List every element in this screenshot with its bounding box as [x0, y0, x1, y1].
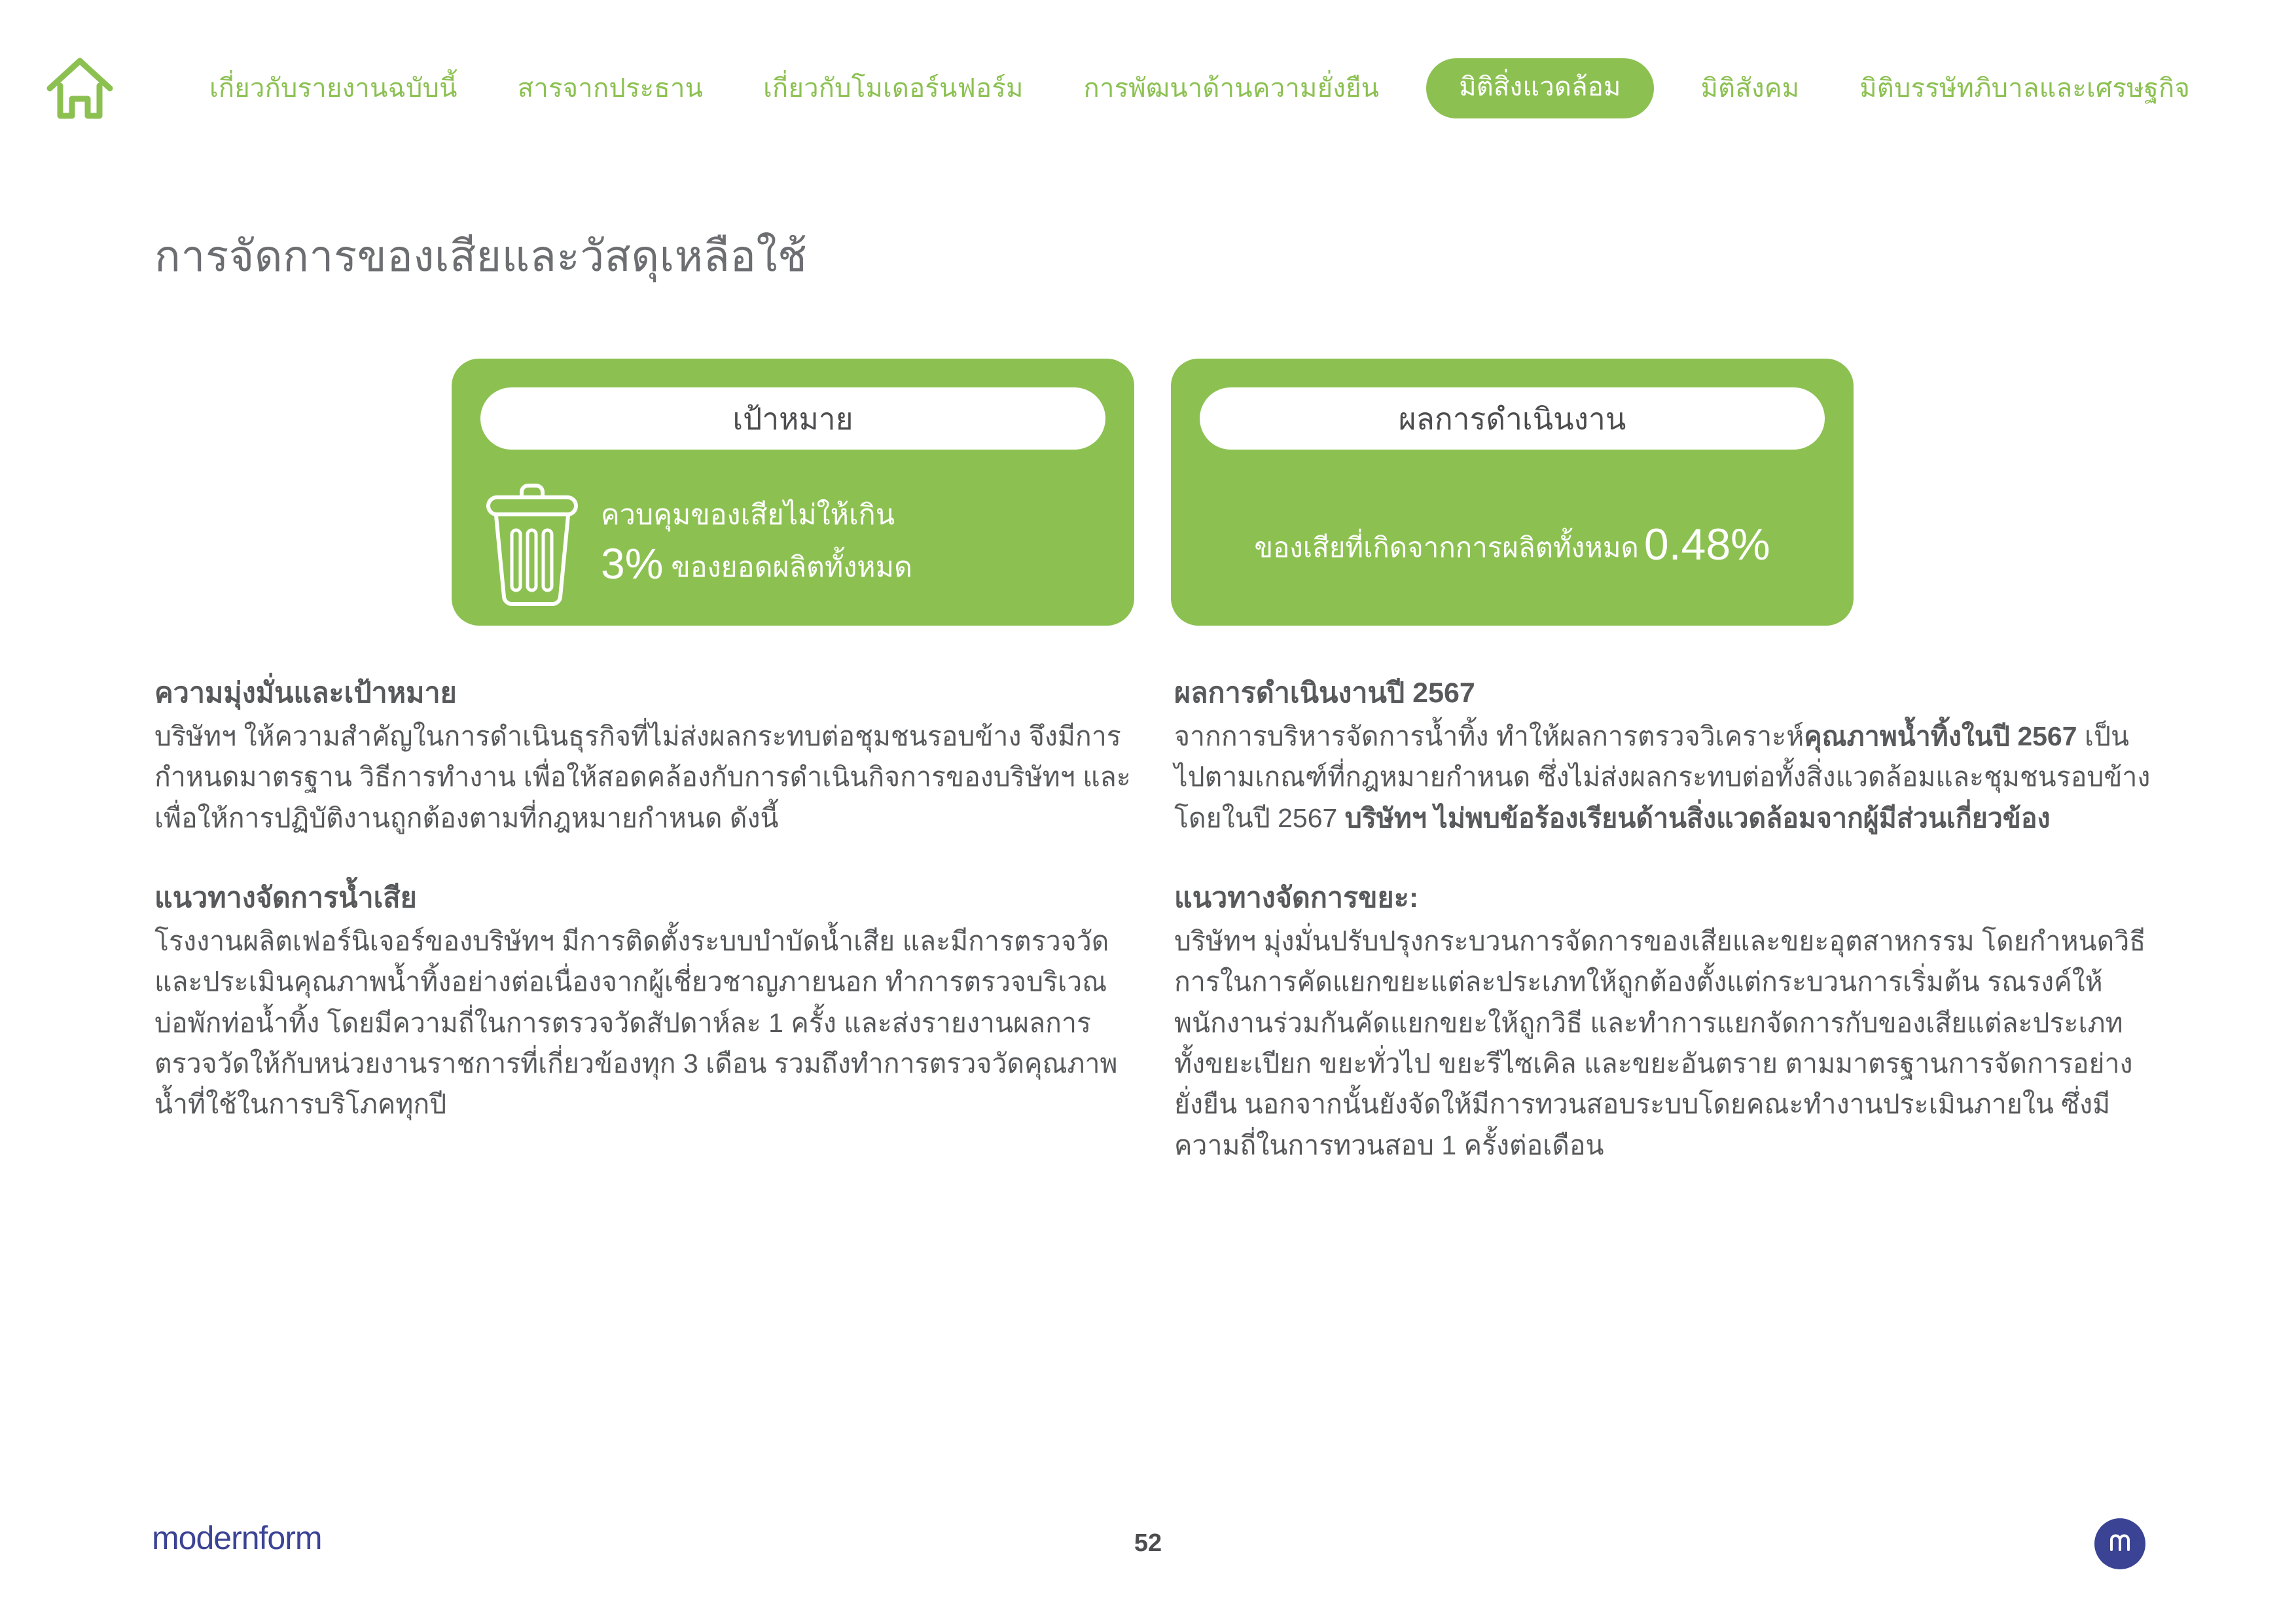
trash-bin-icon — [483, 480, 581, 609]
performance-text-mid: เป็นไปตามเกณฑ์ที่กฎหมายกำหนด ซึ่งไม่ส่งผลกระทบต่อทั้งสิ่งแวดล้อมและชุมชนรอบข้าง โดยในปี 2567 — [1174, 721, 2151, 833]
page-title: การจัดการของเสียและวัสดุเหลือใช้ — [154, 232, 808, 280]
page-number: 52 — [1134, 1529, 1162, 1557]
left-column — [154, 674, 1138, 1166]
nav-item-list — [179, 58, 2220, 118]
nav-item-environment[interactable]: มิติสิ่งแวดล้อม — [1426, 58, 1653, 118]
home-button[interactable] — [41, 49, 119, 128]
section-body-waste: บริษัทฯ มุ่งมั่นปรับปรุงกระบวนการจัดการของเสียและขยะอุตสาหกรรม โดยกำหนดวิธีการในการคัดแยกขยะแต่ละประเภทให้ถูกต้องตั้งแต่กระบวนการเริ่มต้น รณรงค์ให้พนักงานร่วมกันคัดแยกขยะให้ถูกวิธี และทำการแยกจัดการกับของเสียแต่ละประเภท ทั้งขยะเปียก ขยะทั่วไป ขยะรีไซเคิล และขยะอันตราย ตามมาตรฐานการจัดการอย่างยั่งยืน นอกจากนั้นยังจัดให้มีการทวนสอบระบบโดยคณะทำงานประเมินภายใน ซึ่งมีความถี่ในการทวนสอบ 1 ครั้งต่อเดือน — [1174, 926, 2146, 1160]
top-navigation — [0, 0, 2296, 177]
section-spacer — [1174, 838, 2157, 879]
section-body-commitment: บริษัทฯ ให้ความสำคัญในการดำเนินธุรกิจที่ไม่ส่งผลกระทบต่อชุมชนรอบข้าง จึงมีการกำหนดมาตรฐาน วิธีการทำงาน เพื่อให้สอดคล้องกับการดำเนินกิจการของบริษัทฯ และเพื่อให้การปฏิบัติงานถูกต้องตามที่กฎหมายกำหนด ดังนี้ — [154, 721, 1131, 833]
result-card — [1171, 359, 1854, 626]
nav-item-governance-economy[interactable]: มิติบรรษัทภิบาลและเศรษฐกิจ — [1859, 74, 2191, 103]
result-card-body — [1171, 463, 1854, 626]
goal-line-1: ควบคุมของเสียไม่ให้เกิน — [601, 499, 895, 531]
nav-item-about-modernform[interactable]: เกี่ยวกับโมเดอร์นฟอร์ม — [763, 74, 1024, 103]
result-card-pill — [1200, 387, 1825, 450]
section-heading-wastewater: แนวทางจัดการน้ำเสีย — [154, 882, 417, 914]
performance-text-pre: จากการบริหารจัดการน้ำทิ้ง ทำให้ผลการตรวจวิเคราะห์ — [1174, 721, 1804, 752]
performance-text-bold-1: คุณภาพน้ำทิ้งในปี 2567 — [1804, 721, 2077, 752]
goal-card-text — [601, 497, 912, 592]
content-columns — [154, 674, 2157, 1166]
nav-item-about-report[interactable]: เกี่ยวกับรายงานฉบับนี้ — [209, 74, 457, 103]
nav-item-social[interactable]: มิติสังคม — [1700, 74, 1800, 103]
goal-card — [452, 359, 1134, 626]
section-heading-waste: แนวทางจัดการขยะ: — [1174, 882, 1419, 914]
section-heading-commitment: ความมุ่งมั่นและเป้าหมาย — [154, 677, 457, 709]
goal-card-title: เป้าหมาย — [732, 401, 853, 436]
footer-logo: modernform — [152, 1520, 322, 1556]
modernform-m-icon — [2105, 1527, 2135, 1561]
section-heading-performance-2567: ผลการดำเนินงานปี 2567 — [1174, 677, 1475, 709]
section-body-performance-2567 — [1174, 716, 2157, 838]
nav-item-chairman-message[interactable]: สารจากประธาน — [517, 74, 704, 103]
goal-value: 3% — [601, 539, 664, 588]
section-spacer — [154, 838, 1138, 879]
right-column — [1174, 674, 2157, 1166]
goal-value-suffix: ของยอดผลิตทั้งหมด — [663, 552, 912, 584]
summary-cards — [452, 359, 1854, 626]
home-icon — [41, 48, 119, 130]
brand-mark-badge — [2094, 1518, 2145, 1569]
result-card-title: ผลการดำเนินงาน — [1398, 401, 1626, 436]
goal-line-2 — [601, 536, 912, 591]
result-value: 0.48% — [1643, 520, 1770, 569]
result-card-text — [1254, 519, 1770, 570]
nav-item-sustainability[interactable]: การพัฒนาด้านความยั่งยืน — [1083, 74, 1380, 103]
goal-card-body — [452, 463, 1134, 626]
section-body-wastewater: โรงงานผลิตเฟอร์นิเจอร์ของบริษัทฯ มีการติดตั้งระบบบำบัดน้ำเสีย และมีการตรวจวัดและประเมินคุณภาพน้ำทิ้งอย่างต่อเนื่องจากผู้เชี่ยวชาญภายนอก ทำการตรวจบริเวณบ่อพักท่อน้ำทิ้ง โดยมีความถี่ในการตรวจวัดสัปดาห์ละ 1 ครั้ง และส่งรายงานผลการตรวจวัดให้กับหน่วยงานราชการที่เกี่ยวข้องทุก 3 เดือน รวมถึงทำการตรวจวัดคุณภาพน้ำที่ใช้ในการบริโภคทุกปี — [154, 926, 1118, 1120]
performance-text-bold-2: บริษัทฯ ไม่พบข้อร้องเรียนด้านสิ่งแวดล้อมจากผู้มีส่วนเกี่ยวข้อง — [1344, 802, 2051, 833]
goal-card-pill — [480, 387, 1105, 450]
result-prefix: ของเสียที่เกิดจากการผลิตทั้งหมด — [1254, 532, 1639, 563]
